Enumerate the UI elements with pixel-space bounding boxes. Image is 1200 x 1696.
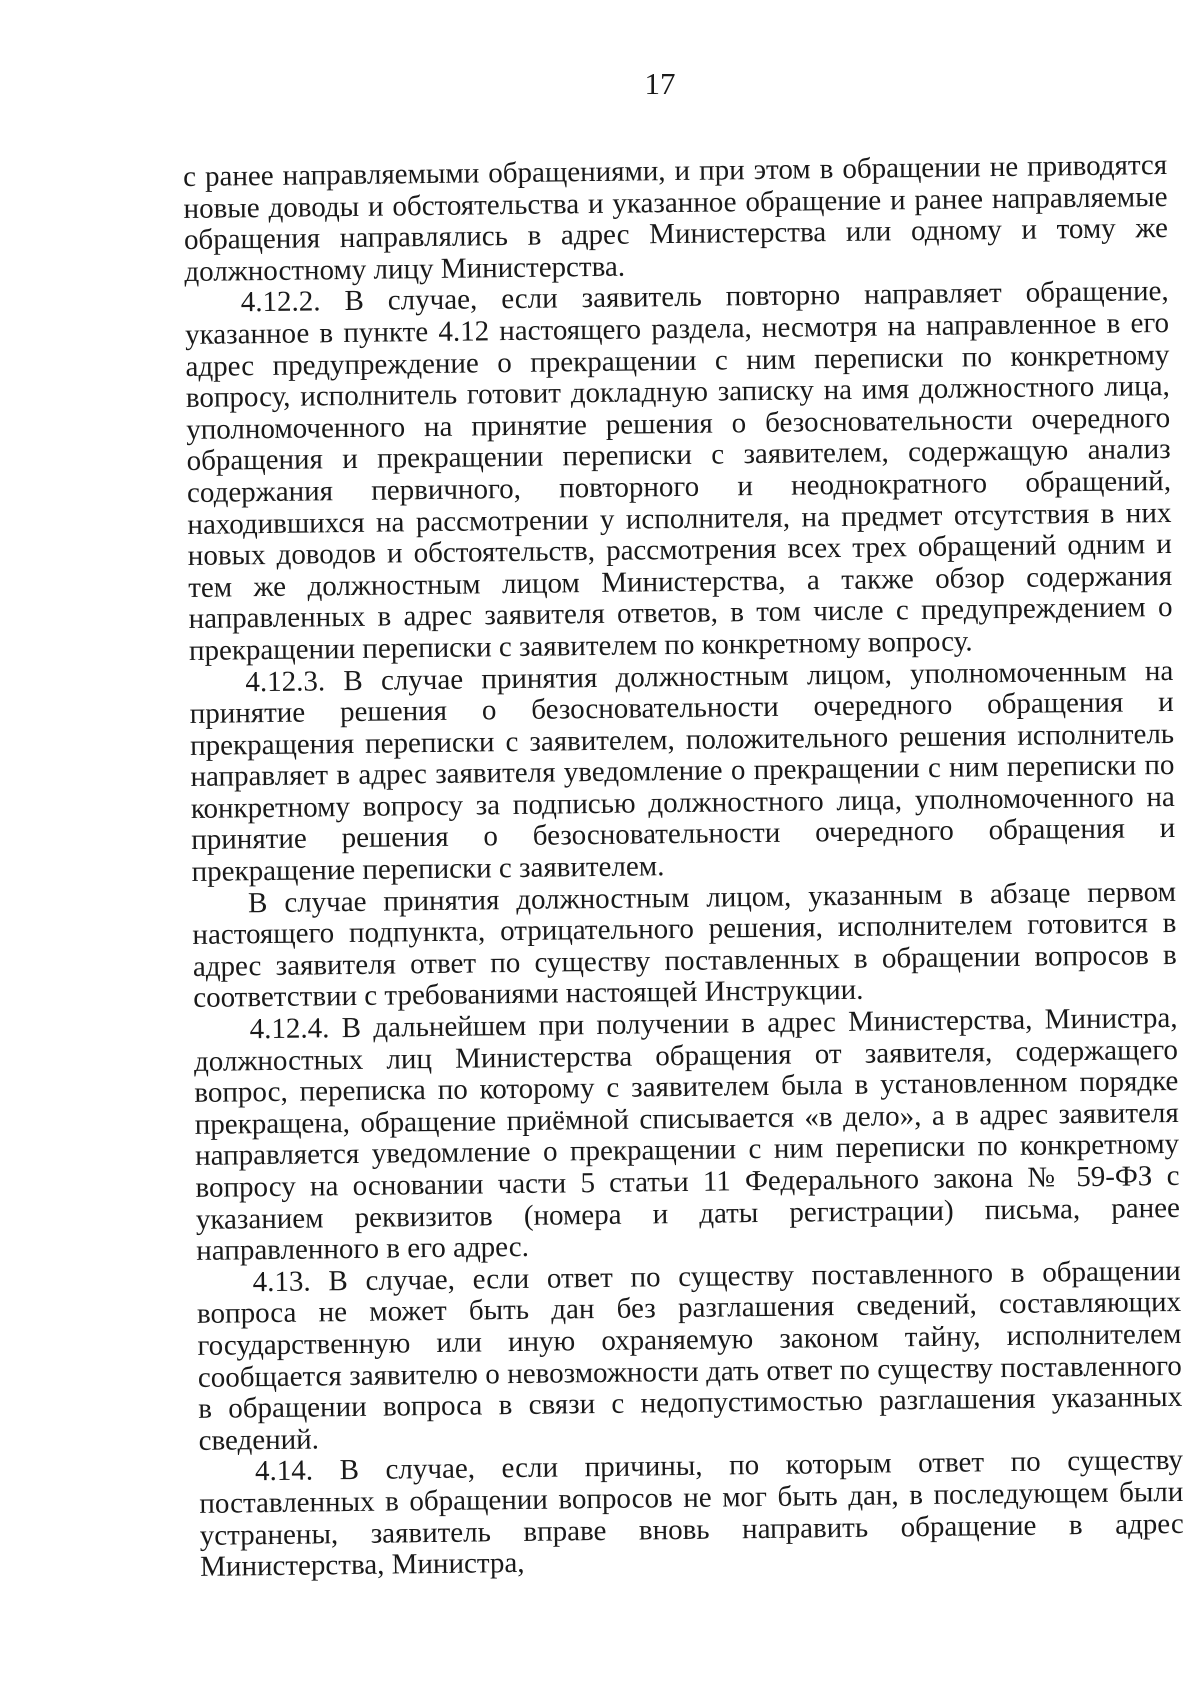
- paragraph-4-14: 4.14. В случае, если причины, по которым ответ по существу поставленных в обращении вопросов не мог быть дан, в последующем были устранены, заявитель вправе вновь направить обращение в адрес Министерства, Министра,: [199, 1444, 1184, 1584]
- paragraph-continuation: с ранее направляемыми обращениями, и при этом в обращении не приводятся новые доводы и обстоятельства и указанное обращение и ранее направляемые обращения направлялись в адрес Министерства или одному и тому же должностному лицу Министерства.: [182, 148, 1169, 288]
- paragraph-4-12-3-second: В случае принятия должностным лицом, указанным в абзаце первом настоящего подпункта, отрицательного решения, исполнителем готовится в адрес заявителя ответ по существу поставленных в обращении вопросов в соответствии с требованиями настоящей Инструкции.: [192, 875, 1177, 1015]
- page-number: 17: [644, 66, 676, 101]
- document-body: [183, 150, 1184, 1584]
- paragraph-4-13: 4.13. В случае, если ответ по существу поставленного в обращении вопроса не может быть дан без разглашения сведений, составляющих государственную или иную охраняемую законом тайну, исполнителем сообщается заявителю о невозможности дать ответ по существу поставленного в обращении вопроса в связи с недопустимостью разглашения указанных сведений.: [196, 1254, 1183, 1457]
- paragraph-4-12-3: 4.12.3. В случае принятия должностным лицом, уполномоченным на принятие решения о безосновательности очередного обращения и прекращения переписки с заявителем, положительного решения исполнитель направляет в адрес заявителя уведомление о прекращении с ним переписки по конкретному вопросу за подписью должностного лица, уполномоченного на принятие решения о безосновательности очередного обращения и прекращение переписки с заявителем.: [189, 654, 1176, 889]
- paragraph-4-12-4: 4.12.4. В дальнейшем при получении в адрес Министерства, Министра, должностных лиц Министерства обращения от заявителя, содержащего вопрос, переписка по которому с заявителем была в установленном порядке прекращена, обращение приёмной списывается «в дело», а в адрес заявителя направляется уведомление о прекращении с ним переписки по конкретному вопросу на основании части 5 статьи 11 Федерального закона № 59-ФЗ с указанием реквизитов (номера и даты регистрации) письма, ранее направленного в его адрес.: [193, 1001, 1181, 1268]
- paragraph-4-12-2: 4.12.2. В случае, если заявитель повторно направляет обращение, указанное в пункте 4.12 настоящего раздела, несмотря на направленное в его адрес предупреждение о прекращении с ним переписки по конкретному вопросу, исполнитель готовит докладную записку на имя должностного лица, уполномоченного на принятие решения о безосновательности очередного обращения и прекращении переписки с заявителем, содержащую анализ содержания первичного, повторного и неоднократного обращений, находившихся на рассмотрении у исполнителя, на предмет отсутствия в них новых доводов и обстоятельств, рассмотрения всех трех обращений одним и тем же должностным лицом Министерства, а также обзор содержания направленных в адрес заявителя ответов, в том числе с предупреждением о прекращении переписки с заявителем по конкретному вопросу.: [184, 275, 1173, 667]
